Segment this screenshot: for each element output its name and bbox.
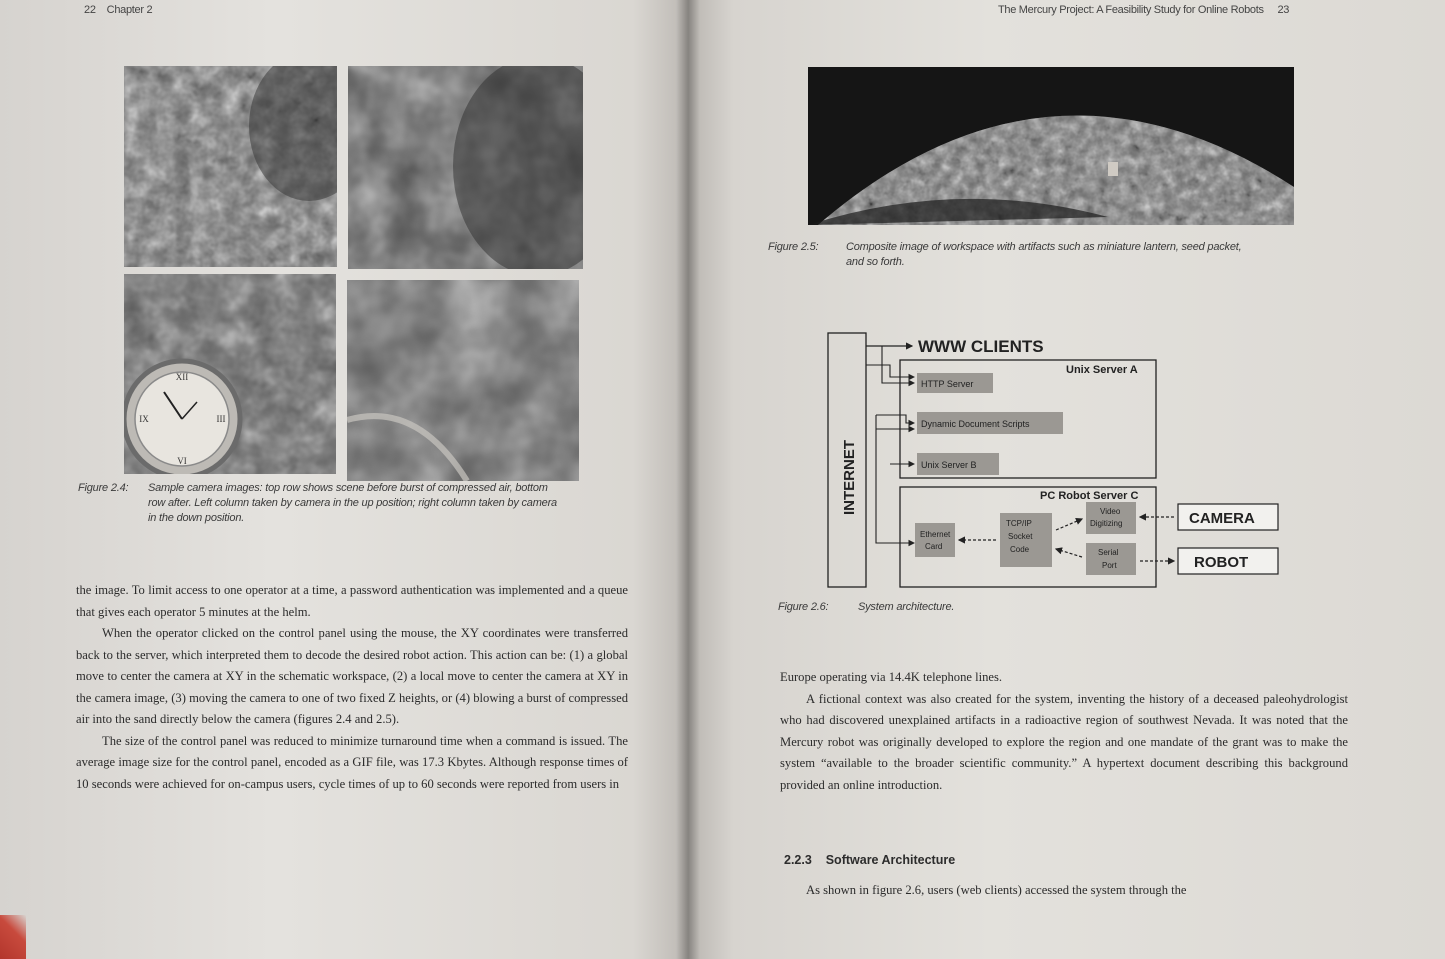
unix-server-a-label: Unix Server A [1066,364,1138,376]
figure-2-4-caption [78,481,638,541]
left-page [0,0,688,959]
sample-image-top-right [348,66,583,269]
right-running-head: The Mercury Project: A Feasibility Study for Online Robots [998,4,1264,16]
figure-2-4-caption-line: in the down position. [148,512,245,524]
paragraph: the image. To limit access to one operator at a time, a password authentication was implemented and a queue that gives each operator 5 minutes at the helm. [76,583,628,619]
right-page-header [998,4,1289,16]
serial-port-label: Port [1102,561,1117,570]
book-cover-edge [0,915,26,959]
left-running-head: Chapter 2 [106,4,153,16]
robot-label: ROBOT [1194,554,1249,571]
figure-2-4-caption-line: Sample camera images: top row shows scene before burst of compressed air, bottom [148,482,548,494]
tcpip-socket-code-label: TCP/IP [1006,519,1032,528]
ethernet-card-label: Card [925,542,943,551]
right-page-number: 23 [1277,4,1290,16]
figure-2-5-caption-line: and so forth. [846,256,905,268]
workspace-composite-image [808,67,1294,225]
tcpip-socket-code-label: Socket [1008,532,1033,541]
figure-2-6-label: Figure 2.6: [778,601,829,613]
right-body-text [780,667,1348,796]
ethernet-card-box [915,523,955,557]
internet-label: INTERNET [841,440,858,515]
paragraph: As shown in figure 2.6, users (web clients) accessed the system through the [806,883,1187,897]
figure-2-6-caption-text: System architecture. [858,601,955,613]
figure-2-6-caption [778,600,1078,616]
figure-2-5-caption-line: Composite image of workspace with artifacts such as miniature lantern, seed packet, [846,241,1242,253]
pc-robot-server-label: PC Robot Server C [1040,490,1139,502]
section-heading [784,853,955,867]
svg-text:IX: IX [139,414,149,424]
video-digitizing-label: Video [1100,507,1121,516]
section-number: 2.2.3 [784,853,812,867]
left-page-header [84,4,152,16]
sample-image-bottom-left [124,274,336,474]
system-architecture-diagram [820,325,1290,595]
svg-text:VI: VI [177,456,187,466]
paragraph: When the operator clicked on the control panel using the mouse, the XY coordinates were transferred back to the server, which interpreted them to decode the desired robot action. This action can be: (1) a global move to center the camera at XY in the schematic workspace, (2) a local move to center the camera at XY in the camera image, (3) moving the camera to one of two fixed Z heights, or (4) blowing a burst of compressed air into the sand directly below the camera (figures 2.4 and 2.5). [76,626,628,726]
paragraph: Europe operating via 14.4K telephone lines. [780,670,1003,684]
svg-text:III: III [216,414,226,424]
dynamic-document-scripts-label: Dynamic Document Scripts [921,419,1030,429]
svg-text:XII: XII [175,372,189,382]
left-body-text [76,580,628,795]
ethernet-card-label: Ethernet [920,530,951,539]
camera-label: CAMERA [1189,510,1255,527]
tcpip-socket-code-label: Code [1010,545,1030,554]
serial-port-label: Serial [1098,548,1119,557]
left-page-number: 22 [84,4,96,16]
paragraph: The size of the control panel was reduced to minimize turnaround time when a command is issued. The average image size for the control panel, encoded as a GIF file, was 17.3 Kbytes. Although response times of 10 seconds were achieved for on-campus users, cycle times of up to 60 seconds were reported from users in [76,733,628,791]
book-gutter [676,0,700,959]
video-digitizing-label: Digitizing [1090,519,1123,528]
section-title: Software Architecture [825,853,956,867]
sample-image-bottom-right [347,280,579,481]
right-body-last-line [780,880,1348,902]
figure-2-4-caption-line: row after. Left column taken by camera in the up position; right column taken by camera [148,497,557,509]
sample-image-top-left [124,66,337,267]
figure-2-5-label: Figure 2.5: [768,241,819,253]
figure-2-5-caption [768,240,1368,274]
unix-server-b-label: Unix Server B [921,460,977,470]
www-clients-label: WWW CLIENTS [918,337,1044,356]
paragraph: A fictional context was also created for the system, inventing the history of a deceased paleohydrologist who had discovered unexplained artifacts in a radioactive region of southwest Nevada. It was noted that the Mercury robot was originally developed to explore the region and one mandate of the grant was to make the system “available to the broader scientific community.” A hypertext document describing this background provided an online introduction. [780,691,1348,792]
figure-2-4-label: Figure 2.4: [78,482,129,494]
pocket-watch-icon [124,361,240,474]
http-server-label: HTTP Server [921,379,974,389]
